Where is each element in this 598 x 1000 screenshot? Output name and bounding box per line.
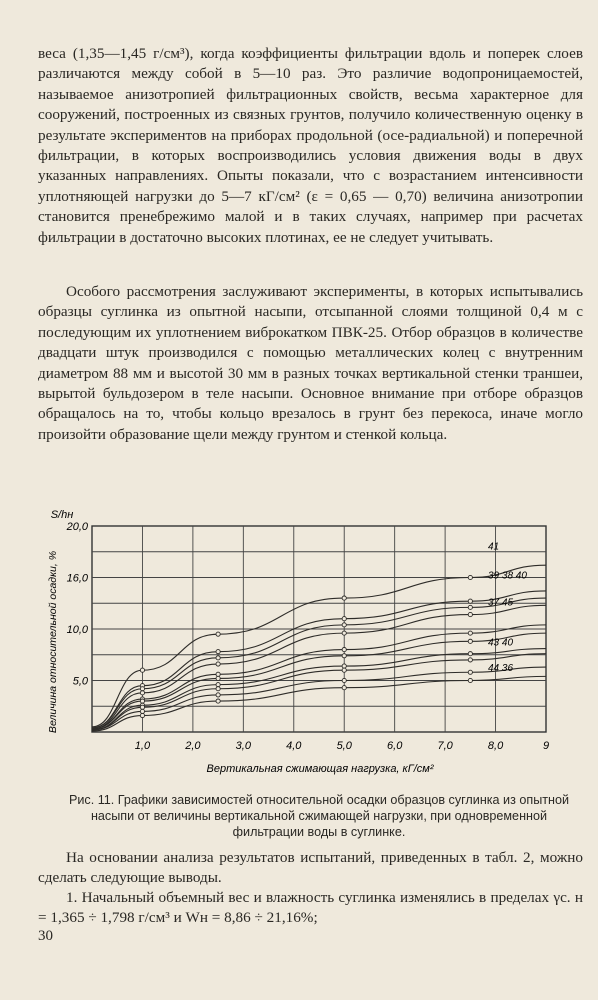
data-point: [468, 605, 472, 609]
y-axis-top-label: S/hн: [50, 510, 74, 521]
x-tick-label: 7,0: [437, 740, 453, 752]
data-point: [342, 623, 346, 627]
x-tick-label: 4,0: [286, 740, 302, 752]
data-point: [342, 631, 346, 635]
x-tick-label: 5,0: [336, 740, 352, 752]
x-tick-label: 3,0: [235, 740, 251, 752]
data-point: [216, 672, 220, 676]
data-point: [140, 713, 144, 717]
data-point: [140, 705, 144, 709]
data-point: [216, 656, 220, 660]
series-line-42: [92, 654, 546, 730]
curve-label: 39 38 40: [487, 570, 527, 582]
data-point: [468, 599, 472, 603]
figure-caption: Рис. 11. Графики зависимостей относительной осадки образцов суглинка из опытной насыпи от величины вертикальной сжимающей нагрузки, при одновременной фильтрации воды в суглинке.: [68, 793, 570, 839]
data-point: [140, 668, 144, 672]
data-point: [140, 687, 144, 691]
chart-ticks: [66, 521, 549, 752]
data-point: [342, 664, 346, 668]
data-point: [342, 678, 346, 682]
data-point: [468, 575, 472, 579]
data-point: [140, 709, 144, 713]
data-point: [468, 670, 472, 674]
data-point: [216, 693, 220, 697]
data-point: [342, 617, 346, 621]
data-point: [216, 687, 220, 691]
x-tick-label: 6,0: [387, 740, 403, 752]
series-line-41: [92, 565, 546, 727]
y-tick-label: 10,0: [66, 624, 88, 636]
data-point: [468, 631, 472, 635]
data-point: [216, 632, 220, 636]
data-point: [468, 639, 472, 643]
x-tick-label: 2,0: [185, 740, 201, 752]
y-tick-label: 16,0: [66, 572, 88, 585]
data-point: [216, 650, 220, 654]
series-line-43: [92, 649, 546, 730]
data-point: [140, 691, 144, 695]
y-axis-label: Величина относительной осадки, %: [47, 550, 59, 734]
chart-grid: [92, 526, 546, 732]
paragraph-conclusions-intro: На основании анализа результатов испытаний, приведенных в табл. 2, можно сделать следующие выводы.: [38, 849, 583, 887]
x-tick-label: 1,0: [134, 740, 151, 752]
data-point: [342, 648, 346, 652]
curve-label: 44 36: [487, 663, 514, 675]
x-axis-label: Вертикальная сжимающая нагрузка, кГ/см²: [206, 763, 434, 775]
data-point: [216, 676, 220, 680]
x-tick-label: 8,0: [487, 740, 504, 752]
curve-label: 37 45: [487, 597, 514, 609]
data-point: [216, 683, 220, 687]
paragraph-experiments: Особого рассмотрения заслуживают эксперименты, в которых испытывались образцы суглинка из опытной насыпи, отсыпанной слоями толщиной 0,4 м с последующим их уплотнением виброкатком ПВК-25. Отбор образцов в количестве двадцати штук производился с помощью металлических колец с внутренним диаметром 88 мм и высотой 30 мм в разных точках вертикальной стенки траншеи, вырытой бульдозером в теле насыпи. Основное внимание при отборе образцов обращалось на то, чтобы кольцо врезалось в грунт без перекоса, иначе могло произойти образование щели между грунтом и стенкой кольца.: [38, 283, 583, 443]
page-number: 30: [38, 928, 53, 944]
settlement-chart: [40, 510, 560, 782]
data-point: [468, 652, 472, 656]
data-point: [342, 686, 346, 690]
paragraph-anisotropy: веса (1,35—1,45 г/см³), когда коэффициенты фильтрации вдоль и поперек слоев различаются между собой в 5—10 раз. Это различие водопроницаемостей, называемое анизотропией фильтрационных свойств, весьма характерное для сооружений, построенных из связных грунтов, получило количественную оценку в результате экспериментов на приборах продольной (осе-радиальной) и поперечной фильтрации, в которых воспроизводились условия движения воды в двух указанных направлениях. Опыты показали, что с возрастанием интенсивности уплотняющей нагрузки до 5—7 кГ/см² (ε = 0,65 — 0,70) величина анизотропии становится пренебрежимо малой и в таких случаях, например при расчетах фильтрации в достаточно высоких плотинах, ее не следует учитывать.: [38, 45, 583, 246]
series-line-37: [92, 625, 546, 729]
curve-label: 43 40: [487, 637, 514, 649]
data-point: [216, 662, 220, 666]
data-point: [468, 658, 472, 662]
data-point: [140, 699, 144, 703]
data-point: [342, 654, 346, 658]
data-point: [468, 612, 472, 616]
x-tick-label: 9: [542, 740, 550, 752]
data-point: [342, 668, 346, 672]
data-point: [342, 596, 346, 600]
data-point: [468, 678, 472, 682]
data-point: [216, 699, 220, 703]
series-line-38: [92, 598, 546, 728]
y-tick-label: 5,0: [72, 675, 88, 688]
curve-label: 41: [487, 541, 500, 553]
paragraph-conclusion-1: 1. Начальный объемный вес и влажность суглинка изменялись в пределах γс. н = 1,365 ÷ 1,798 г/см³ и Wн = 8,86 ÷ 21,16%;: [38, 889, 583, 927]
y-tick-label: 20,0: [66, 521, 88, 533]
